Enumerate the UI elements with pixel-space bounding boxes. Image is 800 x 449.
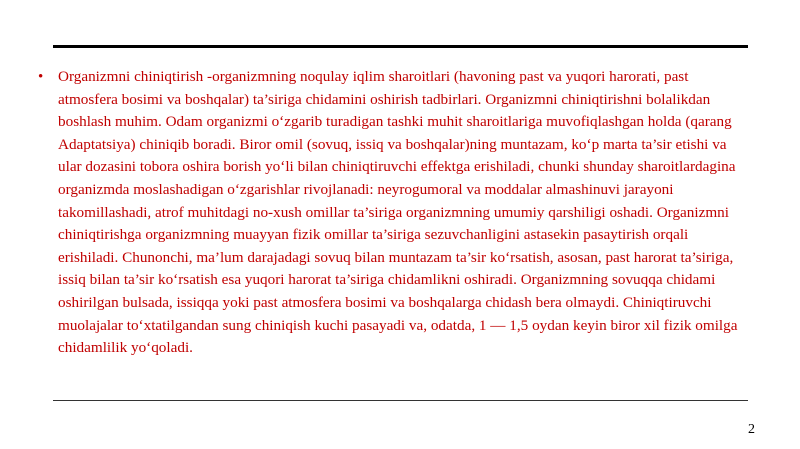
page-number: 2 [748,422,755,437]
body-paragraph: Organizmni chiniqtirish -organizmning noqulay iqlim sharoitlari (havoning past va yuqori harorati, past atmosfera bosimi va boshqalar) ta’siriga chidamini oshirish tadbirlari. Organizmni chiniqtirishni bolalikdan boshlash muhim. Odam organizmi oʻzgarib turadigan tashki muhit sharoitlariga muvofiqlashgan holda (qarang Adaptatsiya) chiniqib boradi. Biror omil (sovuq, issiq va boshqalar)ning muntazam, koʻp marta ta’sir etishi va ular dozasini tobora oshira borish yoʻli bilan chiniqtiruvchi effektga erishiladi, chunki shunday sharoitlardagina organizmda moslashadigan oʻzgarishlar rivojlanadi: neyrogumoral va moddalar almashinuvi jarayoni takomillashadi, atrof muhitdagi no-xush omillar ta’siriga organizmning umumiy qarshiligi oshadi. Organizmni chiniqtirishga organizmning muayyan fizik omillar ta’siriga sezuvchanligini astasekin pasaytirish orqali erishiladi. Chunonchi, ma’lum darajadagi sovuq bilan muntazam ta’sir koʻrsatish, asosan, past harorat ta’siriga, issiq bilan ta’sir koʻrsatish esa yuqori harorat ta’siriga chidamlikni oshiradi. Organizmning sovuqqa chidami oshirilgan bulsada, issiqqa yoki past atmosfera bosimi va boshqalarga chidash bera olmaydi. Chiniqtiruvchi muolajalar toʻxtatilgandan sung chiniqish kuchi pasayadi va, odatda, 1 — 1,5 oydan keyin biror xil fizik omilga chidamlilik yoʻqoladi. [58,68,738,357]
bottom-divider [53,400,748,401]
slide-content [38,66,750,360]
top-divider [53,45,748,48]
bullet-marker: • [38,69,44,85]
